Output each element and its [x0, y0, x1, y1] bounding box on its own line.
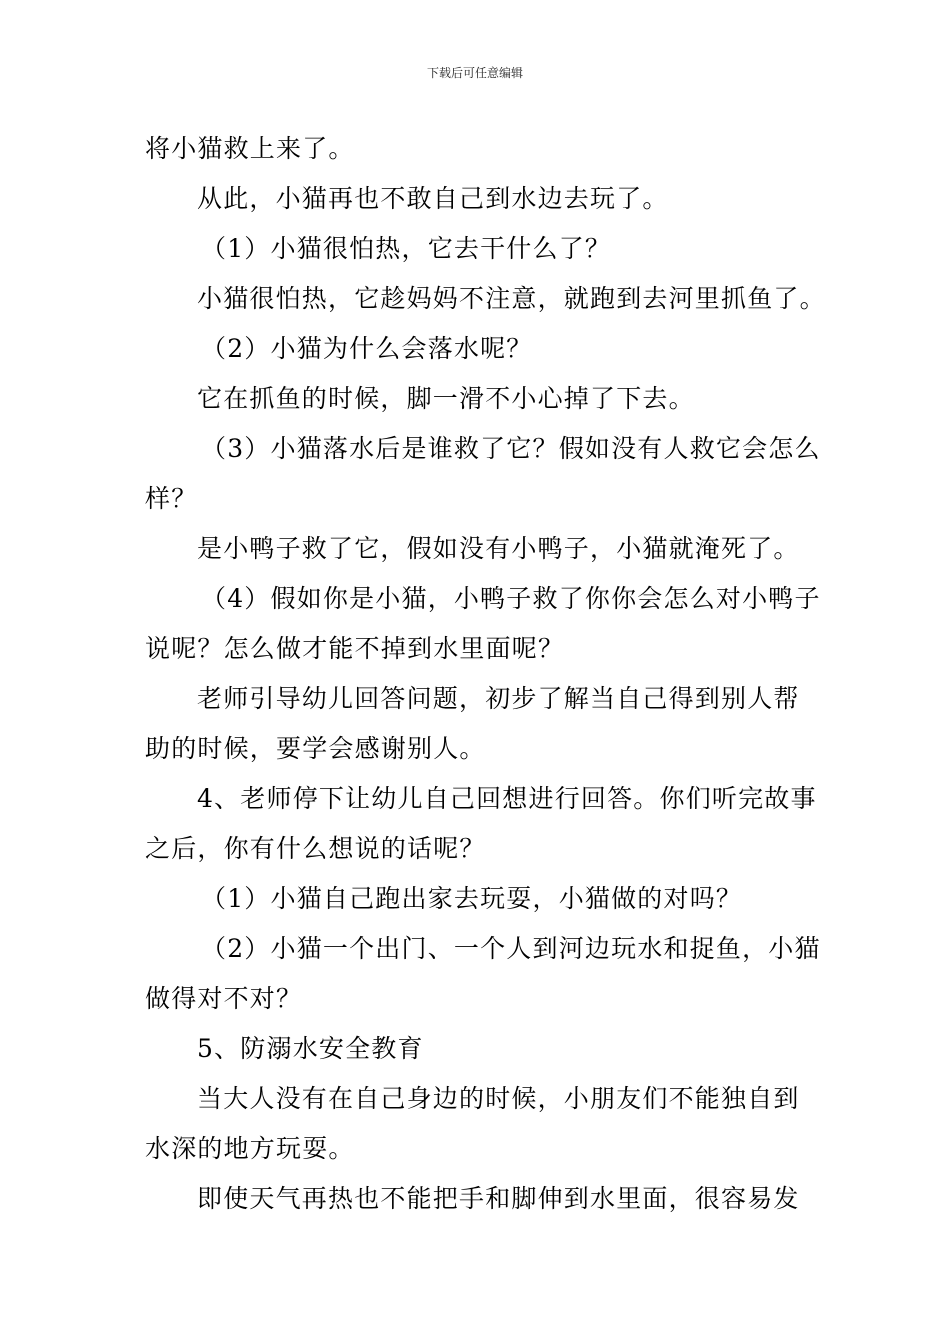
- text-line: 将小猫救上来了。: [145, 134, 355, 163]
- text-line: 助的时候，要学会感谢别人。: [145, 734, 486, 763]
- text-line: 即使天气再热也不能把手和脚伸到水里面，很容易发: [197, 1184, 800, 1213]
- text-line: 它在抓鱼的时候，脚一滑不小心掉了下去。: [197, 384, 695, 413]
- text-line: （1）小猫很怕热，它去干什么了？: [201, 234, 612, 263]
- text-line: 之后，你有什么想说的话呢？: [145, 834, 486, 863]
- text-line: 说呢？怎么做才能不掉到水里面呢？: [145, 634, 565, 663]
- text-line: 做得对不对？: [145, 984, 303, 1013]
- text-line: 老师引导幼儿回答问题，初步了解当自己得到别人帮: [197, 684, 800, 713]
- text-line: 5、防溺水安全教育: [197, 1034, 424, 1063]
- text-line: 4、老师停下让幼儿自己回想进行回答。你们听完故事: [197, 784, 817, 813]
- text-line: （2）小猫一个出门、一个人到河边玩水和捉鱼，小猫: [201, 934, 821, 963]
- text-line: 小猫很怕热，它趁妈妈不注意，就跑到去河里抓鱼了。: [197, 284, 826, 313]
- text-line: （3）小猫落水后是谁救了它？假如没有人救它会怎么: [201, 434, 821, 463]
- text-line: （1）小猫自己跑出家去玩耍，小猫做的对吗？: [201, 884, 743, 913]
- text-line: 从此，小猫再也不敢自己到水边去玩了。: [197, 184, 669, 213]
- text-line: 当大人没有在自己身边的时候，小朋友们不能独自到: [197, 1084, 800, 1113]
- text-line: 是小鸭子救了它，假如没有小鸭子，小猫就淹死了。: [197, 534, 800, 563]
- text-line: （2）小猫为什么会落水呢？: [201, 334, 533, 363]
- text-line: 水深的地方玩耍。: [145, 1134, 355, 1163]
- page-header: 下载后可任意编辑: [426, 66, 523, 80]
- text-line: （4）假如你是小猫，小鸭子救了你你会怎么对小鸭子: [201, 584, 821, 613]
- text-line: 样？: [145, 484, 198, 513]
